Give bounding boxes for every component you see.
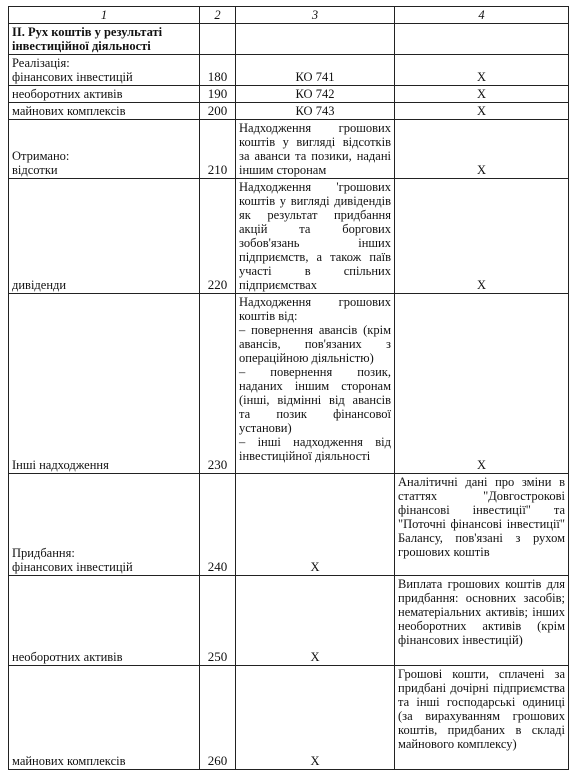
header-row	[9, 7, 569, 24]
table-row-180	[9, 55, 569, 86]
col3-value: КО 743	[236, 103, 395, 120]
row-label	[9, 474, 200, 576]
col3-value: КО 742	[236, 86, 395, 103]
row-label-text: фінансових інвестицій	[12, 560, 133, 574]
group-label-received: Отримано:	[12, 149, 70, 163]
empty-cell	[236, 24, 395, 55]
header-col-1: 1	[9, 7, 200, 24]
col4-description: Аналітичні дані про зміни в статтях "Довгострокові фінансові інвестиції" та "Поточні фінансові інвестиції" Балансу, пов'язані з рухом грошових коштів	[395, 474, 569, 576]
x-mark: Х	[236, 474, 395, 576]
header-col-3: 3	[236, 7, 395, 24]
col3-description	[236, 294, 395, 474]
section-row	[9, 24, 569, 55]
col3-value: КО 741	[236, 55, 395, 86]
row-label	[9, 120, 200, 179]
header-col-2: 2	[200, 7, 236, 24]
x-mark: Х	[395, 86, 569, 103]
row-label: Інші надходження	[9, 294, 200, 474]
col3-description: Надходження 'грошових коштів у вигляді дивідендів як результат придбання акцій та боргових зобов'язань інших підприємств, а також паїв участі в спільних підприємствах	[236, 179, 395, 294]
x-mark: Х	[236, 576, 395, 666]
row-label: необоротних активів	[9, 576, 200, 666]
row-label: майнових комплексів	[9, 103, 200, 120]
row-label: майнових комплексів	[9, 666, 200, 770]
col3-line: – повернення позик, наданих іншим сторонам (інші, відмінні від авансів та позик фінансової установи)	[239, 365, 391, 435]
row-code: 260	[200, 666, 236, 770]
col4-description: Грошові кошти, сплачені за придбані дочірні підприємства та інші господарські одиниці (за вирахуванням грошових коштів, придбаних в складі майнового комплексу)	[395, 666, 569, 770]
group-label-realization: Реалізація:	[12, 56, 70, 70]
row-label-text: відсотки	[12, 163, 58, 177]
table-row-230	[9, 294, 569, 474]
row-code: 190	[200, 86, 236, 103]
x-mark: Х	[236, 666, 395, 770]
empty-cell	[395, 24, 569, 55]
row-code: 250	[200, 576, 236, 666]
x-mark: Х	[395, 55, 569, 86]
cash-flow-table	[8, 6, 569, 770]
table-row-240	[9, 474, 569, 576]
table-row-210	[9, 120, 569, 179]
x-mark: Х	[395, 120, 569, 179]
x-mark: Х	[395, 103, 569, 120]
group-label-purchase: Придбання:	[12, 546, 75, 560]
table-row-250	[9, 576, 569, 666]
empty-cell	[200, 24, 236, 55]
col3-line: – інші надходження від інвестиційної діяльності	[239, 435, 391, 463]
table-row-220	[9, 179, 569, 294]
col3-line: Надходження грошових коштів від:	[239, 295, 391, 323]
col3-description: Надходження грошових коштів у вигляді відсотків за аванси та позики, надані іншим сторонам	[236, 120, 395, 179]
section-title: ІІ. Рух коштів у результаті інвестиційної діяльності	[9, 24, 200, 55]
row-label	[9, 55, 200, 86]
row-label: дивіденди	[9, 179, 200, 294]
row-code: 210	[200, 120, 236, 179]
x-mark: Х	[395, 179, 569, 294]
row-code: 180	[200, 55, 236, 86]
x-mark: Х	[395, 294, 569, 474]
row-code: 220	[200, 179, 236, 294]
table-row-260	[9, 666, 569, 770]
row-code: 200	[200, 103, 236, 120]
row-code: 240	[200, 474, 236, 576]
table-row-200	[9, 103, 569, 120]
col4-description: Виплата грошових коштів для придбання: основних засобів; нематеріальних активів; інших необоротних активів (крім фінансових інвестицій)	[395, 576, 569, 666]
row-label-text: фінансових інвестицій	[12, 70, 133, 84]
row-code: 230	[200, 294, 236, 474]
col3-line: – повернення авансів (крім авансів, пов'язаних з операційною діяльністю)	[239, 323, 391, 365]
header-col-4: 4	[395, 7, 569, 24]
table-row-190	[9, 86, 569, 103]
row-label: необоротних активів	[9, 86, 200, 103]
